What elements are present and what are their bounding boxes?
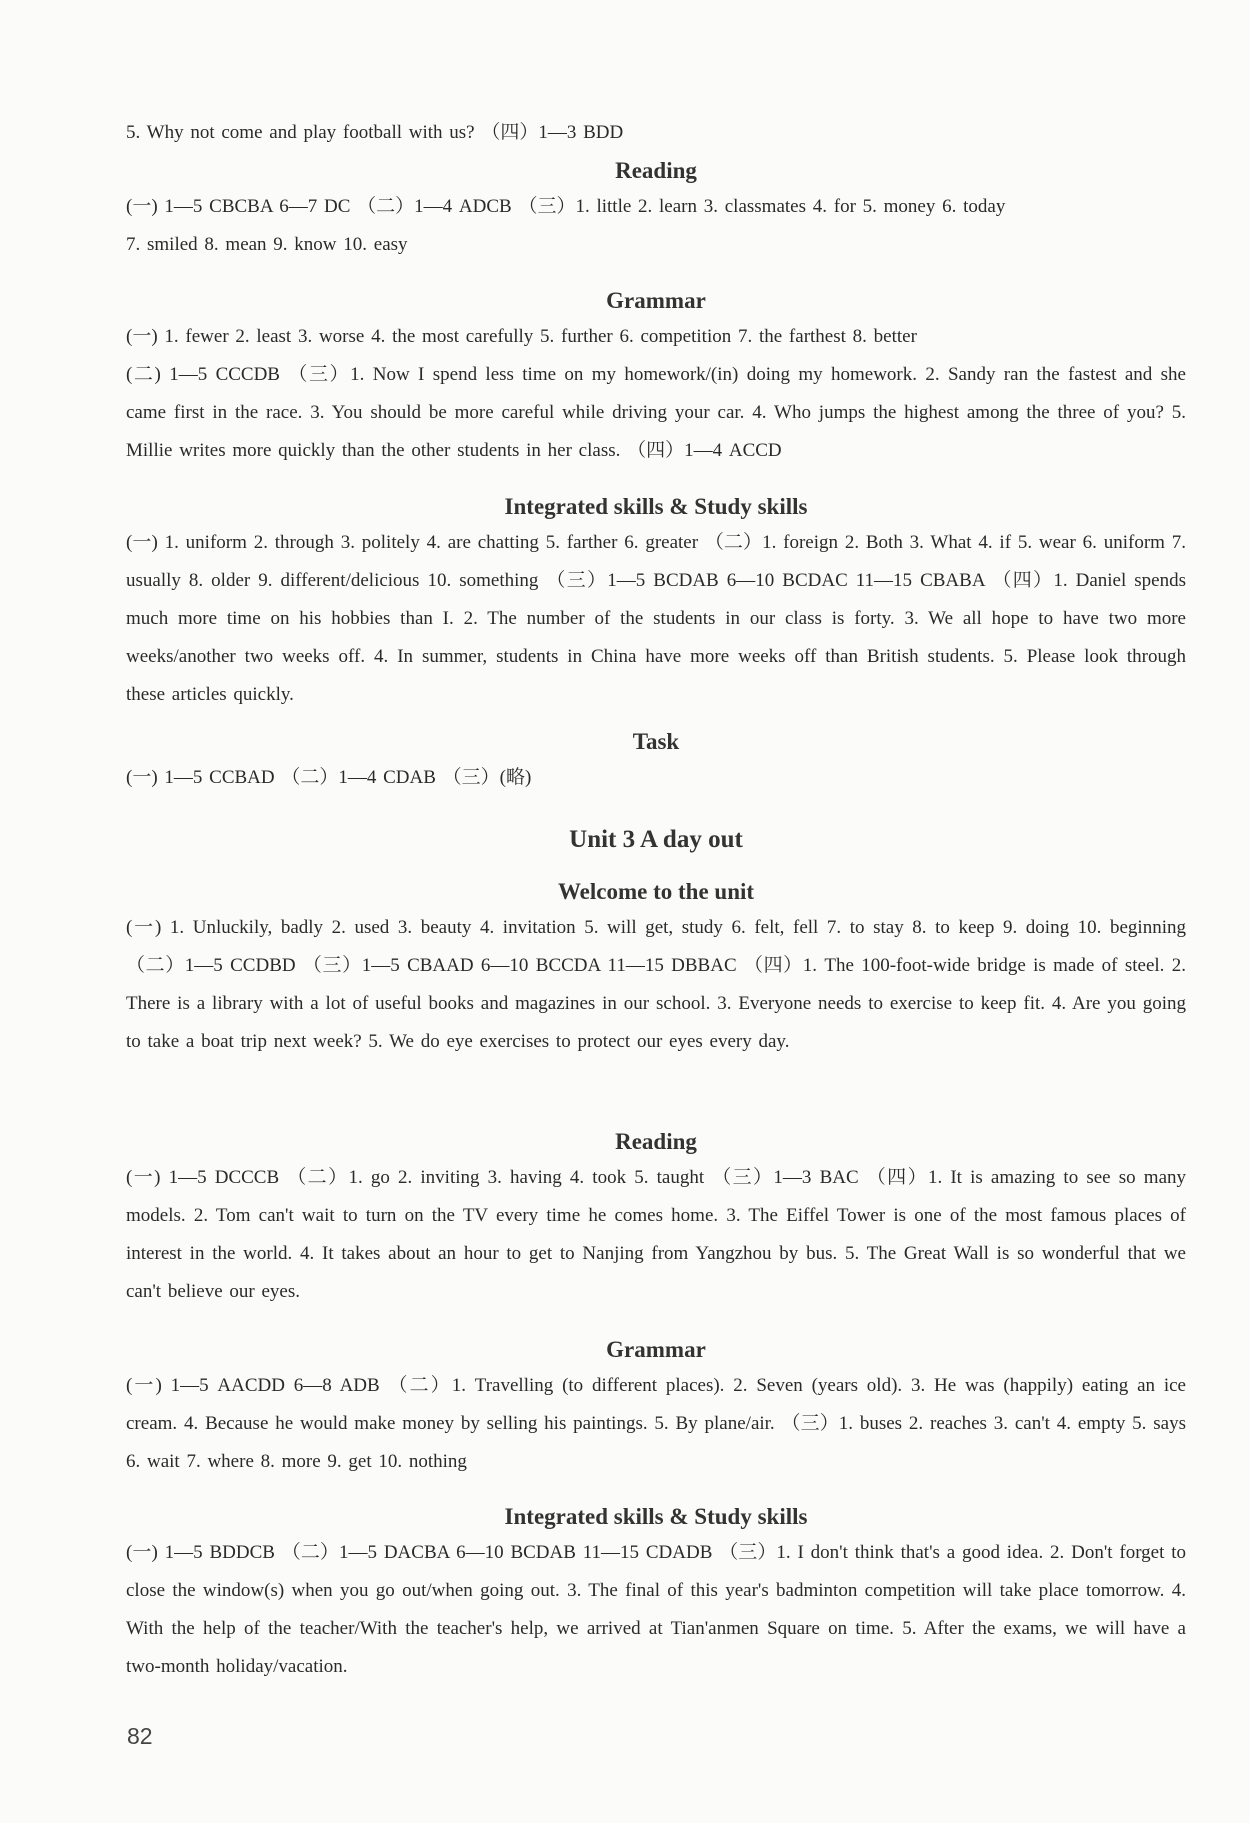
section-unit3-grammar — [126, 1333, 1186, 1481]
section-unit2-grammar — [126, 284, 1186, 470]
section-unit3-integrated — [126, 1500, 1186, 1686]
section-unit2-reading — [126, 154, 1186, 264]
unit3-header — [126, 820, 1186, 860]
section-heading: Integrated skills & Study skills — [504, 494, 808, 519]
section-heading: Reading — [615, 1129, 697, 1154]
section-heading: Integrated skills & Study skills — [504, 1504, 808, 1529]
answer-paragraph: (一) 1. fewer 2. least 3. worse 4. the most carefully 5. further 6. competition 7. the farthest 8. better — [126, 326, 917, 347]
section-unit2-integrated — [126, 490, 1186, 714]
section-heading: Welcome to the unit — [557, 879, 755, 904]
answer-paragraph: (二) 1—5 CCCDB （三）1. Now I spend less time on my homework/(in) doing my homework. 2. Sandy ran the fastest and she came first in the race. 3. You should be more careful while driving your car. 4. Who jumps the highest among the three of you? 5. Millie writes more quickly than the other students in her class. （四）1—4 ACCD — [126, 364, 1186, 461]
unit-title: Unit 3 A day out — [569, 826, 743, 853]
answer-paragraph: 7. smiled 8. mean 9. know 10. easy — [126, 234, 408, 255]
section-heading: Grammar — [606, 1337, 706, 1362]
answer-paragraph: (一) 1—5 CCBAD （二）1—4 CDAB （三）(略) — [126, 767, 532, 788]
section-heading: Task — [632, 729, 680, 754]
answer-paragraph: (一) 1—5 AACDD 6—8 ADB （二）1. Travelling (to different places). 2. Seven (years old). 3. He was (happily) eating an ice cream. 4. Because he would make money by selling his paintings. 5. By plane/air. （三）1. buses 2. reaches 3. can't 4. empty 5. says 6. wait 7. where 8. more 9. get 10. nothing — [126, 1375, 1186, 1472]
section-heading: Grammar — [606, 288, 706, 313]
answer-paragraph: (一) 1. uniform 2. through 3. politely 4. are chatting 5. farther 6. greater （二）1. foreign 2. Both 3. What 4. if 5. wear 6. uniform 7. usually 8. older 9. different/delicious 10. something （三）1—5 BCDAB 6—10 BCDAC 11—15 CBABA （四）1. Daniel spends much more time on his hobbies than I. 2. The number of the students in our class is forty. 3. We all hope to have two more weeks/another two weeks off. 4. In summer, students in China have more weeks off than British students. 5. Please look through these articles quickly. — [126, 532, 1186, 705]
answer-paragraph: (一) 1—5 BDDCB （二）1—5 DACBA 6—10 BCDAB 11—15 CDADB （三）1. I don't think that's a good idea. 2. Don't forget to close the window(s) when you go out/when going out. 3. The final of this year's badminton competition will take place tomorrow. 4. With the help of the teacher/With the teacher's help, we arrived at Tian'anmen Square on time. 5. After the exams, we will have a two-month holiday/vacation. — [126, 1542, 1186, 1677]
answer-line: 5. Why not come and play football with us? （四）1—3 BDD — [126, 122, 624, 143]
section-unit3-welcome — [126, 875, 1186, 1061]
section-heading: Reading — [615, 158, 697, 183]
answer-paragraph: (一) 1. Unluckily, badly 2. used 3. beauty 4. invitation 5. will get, study 6. felt, fell 7. to stay 8. to keep 9. doing 10. beginning （二）1—5 CCDBD （三）1—5 CBAAD 6—10 BCCDA 11—15 DBBAC （四）1. The 100-foot-wide bridge is made of steel. 2. There is a library with a lot of useful books and magazines in our school. 3. Everyone needs to exercise to keep fit. 4. Are you going to take a boat trip next week? 5. We do eye exercises to protect our eyes every day. — [126, 917, 1186, 1052]
section-unit2-top — [126, 114, 1186, 152]
answer-paragraph: (一) 1—5 DCCCB （二）1. go 2. inviting 3. having 4. took 5. taught （三）1—3 BAC （四）1. It is amazing to see so many models. 2. Tom can't wait to turn on the TV every time he comes home. 3. The Eiffel Tower is one of the most famous places of interest in the world. 4. It takes about an hour to get to Nanjing from Yangzhou by bus. 5. The Great Wall is so wonderful that we can't believe our eyes. — [126, 1167, 1186, 1302]
page-number: 82 — [127, 1723, 153, 1749]
answer-paragraph: (一) 1—5 CBCBA 6—7 DC （二）1—4 ADCB （三）1. little 2. learn 3. classmates 4. for 5. money 6. today — [126, 196, 1006, 217]
section-unit2-task — [126, 725, 1186, 797]
section-unit3-reading — [126, 1125, 1186, 1311]
